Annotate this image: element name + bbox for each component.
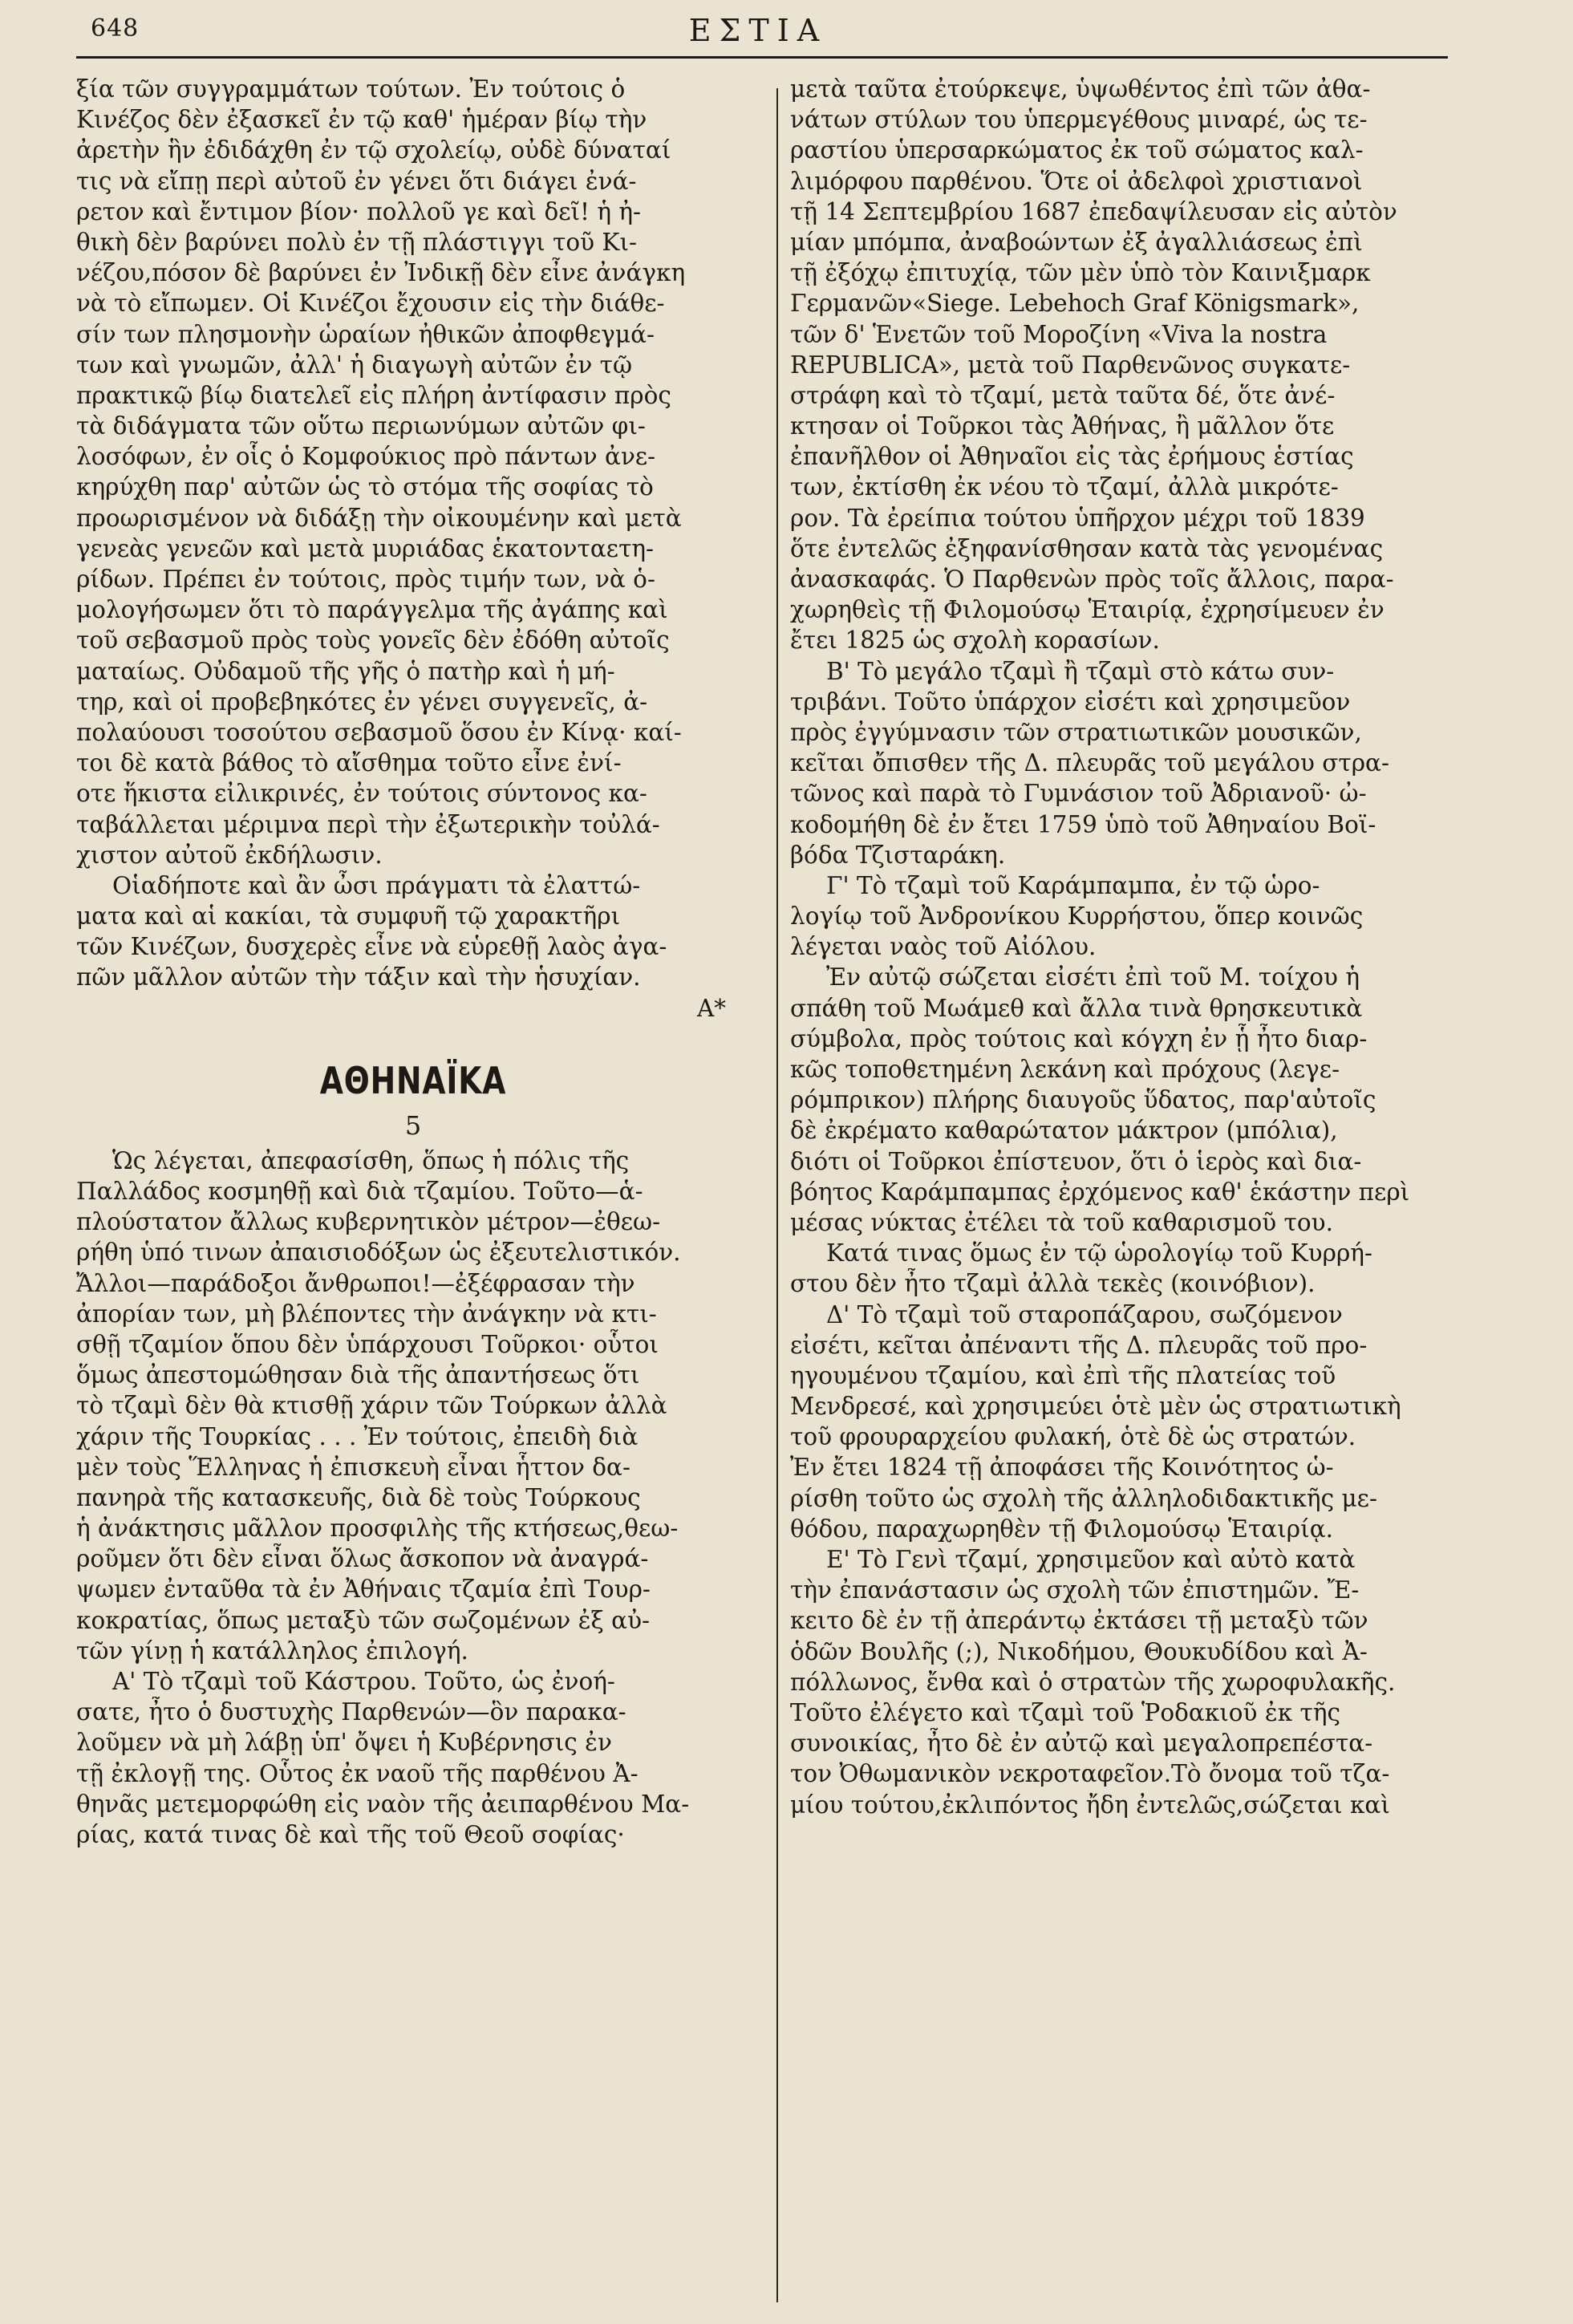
text-line: σίν των πλησμονὴν ὡραίων ἠθικῶν ἀποφθεγμά- [76, 320, 655, 348]
paragraph [790, 74, 1448, 656]
text-line: κηρύχθη παρ' αὐτῶν ὡς τὸ στόμα τῆς σοφίας τὸ [76, 473, 654, 501]
text-line: ραστίου ὑπερσαρκώματος ἐκ τοῦ σώματος καλ- [790, 136, 1364, 164]
text-line: τῶν δ' Ἑνετῶν τοῦ Μοροζίνη «Viva la nostra [790, 320, 1328, 348]
text-line: ρον. Τὰ ἐρείπια τούτου ὑπῆρχον μέχρι τοῦ 1839 [790, 504, 1365, 532]
text-line: ματαίως. Οὐδαμοῦ τῆς γῆς ὁ πατὴρ καὶ ἡ μή- [76, 657, 615, 685]
text-line: λέγεται ναὸς τοῦ Αἰόλου. [790, 933, 1097, 961]
text-line: λοῦμεν νὰ μὴ λάβῃ ὑπ' ὄψει ἡ Κυβέρνησις ἐν [76, 1729, 612, 1757]
text-line: βόητος Καράμπαμπας ἐρχόμενος καθ' ἑκάστην περὶ [790, 1178, 1410, 1206]
header-rule [76, 56, 1448, 59]
text-line: τῇ 14 Σεπτεμβρίου 1687 ἐπεδαψίλευσαν εἰς αὐτὸν [790, 197, 1397, 225]
text-line: ἐπανῆλθον οἱ Ἀθηναῖοι εἰς τὰς ἐρήμους ἑστίας [790, 443, 1354, 471]
text-line: χωρηθεὶς τῇ Φιλομούσῳ Ἑταιρίᾳ, ἐχρησίμευεν ἐν [790, 596, 1384, 624]
text-line: ψωμεν ἐνταῦθα τὰ ἐν Ἀθήναις τζαμία ἐπὶ Τουρ- [76, 1576, 651, 1604]
text-line: μὲν τοὺς Ἕλληνας ἡ ἐπισκευὴ εἶναι ἧττον δα- [76, 1453, 630, 1481]
paragraph [76, 1666, 750, 1850]
text-line: στου δὲν ἦτο τζαμὶ ἀλλὰ τεκὲς (κοινόβιον). [790, 1270, 1316, 1298]
text-line: ρόμπρικον) πλήρης διαυγοῦς ὕδατος, παρ'αὐτοῖς [790, 1086, 1376, 1114]
paragraph [790, 962, 1448, 1238]
text-line: ηγουμένου τζαμίου, καὶ ἐπὶ τῆς πλατείας τοῦ [790, 1361, 1336, 1389]
text-line: ἡ ἀνάκτησις μᾶλλον προσφιλὴς τῆς κτήσεως,θεω- [76, 1515, 679, 1543]
text-line: ρίας, κατά τινας δὲ καὶ τῆς τοῦ Θεοῦ σοφίας· [76, 1820, 625, 1848]
text-line: τῇ ἐκλογῇ της. Οὗτος ἐκ ναοῦ τῆς παρθένου Ἀ- [76, 1759, 639, 1787]
page-number: 648 [91, 14, 140, 43]
text-line: σύμβολα, πρὸς τούτοις καὶ κόγχη ἐν ᾗ ἦτο διαρ- [790, 1024, 1368, 1052]
text-line: τηρ, καὶ οἱ προβεβηκότες ἐν γένει συγγενεῖς, ἀ- [76, 687, 648, 716]
paragraph [790, 870, 1448, 963]
text-line: ὁδῶν Βουλῆς (;), Νικοδήμου, Θουκυδίδου καὶ Ἀ- [790, 1637, 1368, 1665]
text-line: ἀνασκαφάς. Ὁ Παρθενὼν πρὸς τοῖς ἄλλοις, παρα- [790, 566, 1394, 593]
text-line: Ε' Τὸ Γενὶ τζαμί, χρησιμεῦον καὶ αὐτὸ κατὰ [826, 1546, 1356, 1573]
text-line: θόδου, παραχωρηθὲν τῇ Φιλομούσῳ Ἑταιρίᾳ. [790, 1515, 1334, 1543]
text-line: σθῇ τζαμίον ὅπου δὲν ὑπάρχουσι Τοῦρκοι· οὗτοι [76, 1330, 659, 1358]
paragraph [790, 656, 1448, 870]
text-line: τοι δὲ κατὰ βάθος τὸ αἴσθημα τοῦτο εἶνε ἐνί- [76, 749, 622, 777]
text-line: διότι οἱ Τοῦρκοι ἐπίστευον, ὅτι ὁ ἱερὸς καὶ δια- [790, 1147, 1362, 1175]
text-line: ματα καὶ αἱ κακίαι, τὰ συμφυῆ τῷ χαρακτῆρι [76, 902, 621, 931]
text-line: των καὶ γνωμῶν, ἀλλ' ἡ διαγωγὴ αὐτῶν ἐν τῷ [76, 351, 633, 379]
text-line: οτε ἥκιστα εἰλικρινές, ἐν τούτοις σύντονος κα- [76, 780, 647, 808]
text-line: κῶς τοποθετημένη λεκάνη καὶ πρόχους (λεγε- [790, 1056, 1340, 1083]
text-line: τριβάνι. Τοῦτο ὑπάρχον εἰσέτι καὶ χρησιμεῦον [790, 687, 1351, 716]
page-header [76, 6, 1440, 56]
text-line: πρὸς ἐγγύμνασιν τῶν στρατιωτικῶν μουσικῶν, [790, 718, 1362, 746]
text-line: θηνᾶς μετεμορφώθη εἰς ναὸν τῆς ἀειπαρθένου Μα- [76, 1790, 690, 1818]
text-line: Γ' Τὸ τζαμὶ τοῦ Καράμπαμπα, ἐν τῷ ὡρο- [826, 871, 1320, 899]
text-line: τὰ διδάγματα τῶν οὕτω περιωνύμων αὐτῶν φι- [76, 412, 646, 440]
text-line: συνοικίας, ἦτο δὲ ἐν αὐτῷ καὶ μεγαλοπρεπέστα- [790, 1730, 1373, 1758]
text-line: τὴν ἐπανάστασιν ὡς σχολὴ τῶν ἐπιστημῶν. Ἔ- [790, 1576, 1360, 1604]
text-line: σπάθη τοῦ Μωάμεθ καὶ ἄλλα τινὰ θρησκευτικὰ [790, 994, 1363, 1022]
text-line: πανηρὰ τῆς κατασκευῆς, διὰ δὲ τοὺς Τούρκους [76, 1483, 641, 1511]
text-line: κειτο δὲ ἐν τῇ ἀπεράντῳ ἐκτάσει τῇ μεταξὺ τῶν [790, 1607, 1368, 1635]
left-column [76, 74, 750, 1850]
text-line: ἀρετὴν ἣν ἐδιδάχθη ἐν τῷ σχολείῳ, οὐδὲ δύναταί [76, 136, 671, 164]
text-line: τον Ὀθωμανικὸν νεκροταφεῖον.Τὸ ὄνομα τοῦ τζα- [790, 1760, 1390, 1788]
text-line: Ἐν ἔτει 1824 τῇ ἀποφάσει τῆς Κοινότητος ὡ- [790, 1454, 1334, 1482]
text-line: στράφη καὶ τὸ τζαμί, μετὰ ταῦτα δέ, ὅτε ἀνέ- [790, 381, 1336, 409]
text-line: Κατά τινας ὅμως ἐν τῷ ὡρολογίῳ τοῦ Κυρρή- [826, 1239, 1372, 1267]
text-line: τῶν Κινέζων, δυσχερὲς εἶνε νὰ εὑρεθῇ λαὸς ἀγα- [76, 933, 667, 961]
paragraph [790, 1544, 1448, 1820]
text-line: μετὰ ταῦτα ἐτούρκεψε, ὑψωθέντος ἐπὶ τῶν ἀθα- [790, 75, 1371, 103]
text-line: ἀπορίαν των, μὴ βλέποντες τὴν ἀνάγκην νὰ κτι- [76, 1300, 657, 1328]
text-line: κεῖται ὄπισθεν τῆς Δ. πλευρᾶς τοῦ μεγάλου στρα- [790, 749, 1389, 777]
paragraph [76, 1146, 750, 1666]
text-line: ρίδων. Πρέπει ἐν τούτοις, πρὸς τιμήν των, νὰ ὁ- [76, 566, 655, 593]
text-line: χιστον αὐτοῦ ἐκδήλωσιν. [76, 841, 383, 869]
text-line: REPUBLICA», μετὰ τοῦ Παρθενῶνος συγκατε- [790, 351, 1351, 379]
section-number: 5 [404, 1109, 422, 1141]
text-line: κοδομήθη δὲ ἐν ἔτει 1759 ὑπὸ τοῦ Ἀθηναίου Βοϊ- [790, 810, 1376, 838]
paragraph [76, 870, 750, 993]
text-line: νέζου,πόσον δὲ βαρύνει ἐν Ἰνδικῇ δὲν εἶνε ἀνάγκη [76, 259, 686, 287]
text-line: των, ἐκτίσθη ἐκ νέου τὸ τζαμί, ἀλλὰ μικρότε- [790, 473, 1339, 501]
text-line: Γερμανῶν«Siege. Lebehoch Graf Königsmark», [790, 290, 1360, 318]
text-line: τῶνος καὶ παρὰ τὸ Γυμνάσιον τοῦ Ἀδριανοῦ· ὠ- [790, 780, 1367, 808]
text-line: ἔτει 1825 ὡς σχολὴ κορασίων. [790, 627, 1160, 655]
text-line: ὅτε ἐντελῶς ἐξηφανίσθησαν κατὰ τὰς γενομένας [790, 534, 1384, 562]
text-line: νάτων στύλων του ὑπερμεγέθους μιναρέ, ὡς τε- [790, 106, 1368, 134]
author-signature: Α* [696, 994, 726, 1022]
text-line: κοκρατίας, ὅπως μεταξὺ τῶν σωζομένων ἐξ αὐ- [76, 1606, 651, 1634]
text-line: κτησαν οἱ Τοῦρκοι τὰς Ἀθήνας, ἢ μᾶλλον ὅτε [790, 412, 1335, 440]
text-line: μίου τούτου,ἐκλιπόντος ἤδη ἐντελῶς,σώζεται καὶ [790, 1791, 1390, 1819]
text-line: τις νὰ εἴπῃ περὶ αὐτοῦ ἐν γένει ὅτι διάγει ἐνά- [76, 167, 637, 195]
text-line: εἰσέτι, κεῖται ἀπέναντι τῆς Δ. πλευρᾶς τοῦ προ- [790, 1331, 1368, 1359]
text-line: Κινέζος δὲν ἐξασκεῖ ἐν τῷ καθ' ἡμέραν βίῳ τὴν [76, 106, 647, 134]
text-line: τῇ ἐξόχῳ ἐπιτυχίᾳ, τῶν μὲν ὑπὸ τὸν Καινιξμαρκ [790, 259, 1371, 287]
text-line: λοσόφων, ἐν οἷς ὁ Κομφούκιος πρὸ πάντων ἀνε- [76, 443, 656, 471]
text-line: Ἐν αὐτῷ σώζεται εἰσέτι ἐπὶ τοῦ Μ. τοίχου ἡ [826, 963, 1360, 992]
text-line: Οἱαδήποτε καὶ ἂν ὦσι πράγματι τὰ ἐλαττώ- [112, 871, 641, 899]
text-line: μίαν μπόμπα, ἀναβοώντων ἐξ ἀγαλλιάσεως ἐπὶ [790, 228, 1363, 256]
text-line: ρετον καὶ ἔντιμον βίον· πολλοῦ γε καὶ δεῖ! ἡ ἠ- [76, 197, 642, 225]
text-line: πολαύουσι τοσούτου σεβασμοῦ ὅσου ἐν Κίνᾳ· καί- [76, 718, 682, 746]
text-line: πόλλωνος, ἔνθα καὶ ὁ στρατὼν τῆς χωροφυλακῆς. [790, 1668, 1396, 1696]
section-title: ΑΘΗΝΑΪΚΑ [319, 1058, 507, 1102]
text-line: τὸ τζαμὶ δὲν θὰ κτισθῇ χάριν τῶν Τούρκων ἀλλὰ [76, 1392, 667, 1420]
text-line: Παλλάδος κοσμηθῇ καὶ διὰ τζαμίου. Τοῦτο—ἁ- [76, 1178, 643, 1205]
text-line: ρήθη ὑπό τινων ἀπαισιοδόξων ὡς ἐξευτελιστικόν. [76, 1239, 681, 1267]
paragraph [76, 74, 750, 870]
text-line: δὲ ἐκρέματο καθαρώτατον μάκτρον (μπόλια), [790, 1117, 1338, 1145]
text-line: Μενδρεσέ, καὶ χρησιμεύει ὁτὲ μὲν ὡς στρατιωτικὴ [790, 1393, 1401, 1421]
text-line: Β' Τὸ μεγάλο τζαμὶ ἢ τζαμὶ στὸ κάτω συν- [826, 657, 1335, 685]
text-line: θικὴ δὲν βαρύνει πολὺ ἐν τῇ πλάστιγγι τοῦ Κι- [76, 228, 637, 256]
text-line: νὰ τὸ εἴπωμεν. Οἱ Κινέζοι ἔχουσιν εἰς τὴν διάθε- [76, 290, 665, 318]
running-title: ΕΣΤΙΑ [688, 13, 828, 48]
text-line: λογίῳ τοῦ Ἀνδρονίκου Κυρρήστου, ὅπερ κοινῶς [790, 902, 1364, 931]
text-line: Ὡς λέγεται, ἀπεφασίσθη, ὅπως ἡ πόλις τῆς [112, 1146, 630, 1174]
text-line: βόδα Τζισταράκη. [790, 841, 1006, 869]
text-line: γενεὰς γενεῶν καὶ μετὰ μυριάδας ἑκατονταετη- [76, 534, 655, 562]
text-line: χάριν τῆς Τουρκίας . . . Ἐν τούτοις, ἐπειδὴ διὰ [76, 1422, 639, 1450]
text-line: σατε, ἦτο ὁ δυστυχὴς Παρθενών—ὃν παρακα- [76, 1698, 626, 1726]
text-line: λιμόρφου παρθένου. Ὅτε οἱ ἀδελφοὶ χριστιανοὶ [790, 167, 1363, 195]
text-line: προωρισμένον νὰ διδάξῃ τὴν οἰκουμένην καὶ μετὰ [76, 504, 682, 532]
text-line: Α' Τὸ τζαμὶ τοῦ Κάστρου. Τοῦτο, ὡς ἐνοή- [112, 1668, 615, 1695]
paragraph [790, 1300, 1448, 1545]
text-line: τῶν γίνῃ ἡ κατάλληλος ἐπιλογή. [76, 1637, 468, 1665]
text-line: πλούστατον ἄλλως κυβερνητικὸν μέτρον—ἐθεω- [76, 1208, 661, 1236]
text-line: ροῦμεν ὅτι δὲν εἶναι ὅλως ἄσκοπον νὰ ἀναγρά- [76, 1545, 649, 1573]
text-line: ρίσθη τοῦτο ὡς σχολὴ τῆς ἀλληλοδιδακτικῆς με- [790, 1484, 1377, 1512]
text-line: πῶν μᾶλλον αὐτῶν τὴν τάξιν καὶ τὴν ἡσυχίαν. [76, 963, 641, 992]
text-line: Ἄλλοι—παράδοξοι ἄνθρωποι!—ἐξέφρασαν τὴν [76, 1269, 635, 1297]
text-line: Τοῦτο ἐλέγετο καὶ τζαμὶ τοῦ Ῥοδακιοῦ ἐκ τῆς [790, 1698, 1341, 1726]
text-line: τοῦ σεβασμοῦ πρὸς τοὺς γονεῖς δὲν ἐδόθη αὐτοῖς [76, 627, 670, 655]
paragraph [790, 1238, 1448, 1299]
text-line: μέσας νύκτας ἐτέλει τὰ τοῦ καθαρισμοῦ του. [790, 1208, 1333, 1236]
right-column [790, 74, 1448, 1820]
text-line: ξία τῶν συγγραμμάτων τούτων. Ἐν τούτοις ὁ [76, 75, 626, 103]
text-line: ταβάλλεται μέριμνα περὶ τὴν ἐξωτερικὴν τοὐλά- [76, 810, 660, 838]
text-line: τοῦ φρουραρχείου φυλακή, ὁτὲ δὲ ὡς στρατών. [790, 1423, 1356, 1451]
text-line: Δ' Τὸ τζαμὶ τοῦ σταροπάζαρου, σωζόμενον [826, 1300, 1343, 1328]
text-line: μολογήσωμεν ὅτι τὸ παράγγελμα τῆς ἀγάπης καὶ [76, 596, 668, 624]
column-divider [776, 88, 778, 2302]
text-line: πρακτικῷ βίῳ διατελεῖ εἰς πλήρη ἀντίφασιν πρὸς [76, 381, 671, 409]
text-line: ὅμως ἀπεστομώθησαν διὰ τῆς ἀπαντήσεως ὅτι [76, 1361, 640, 1389]
